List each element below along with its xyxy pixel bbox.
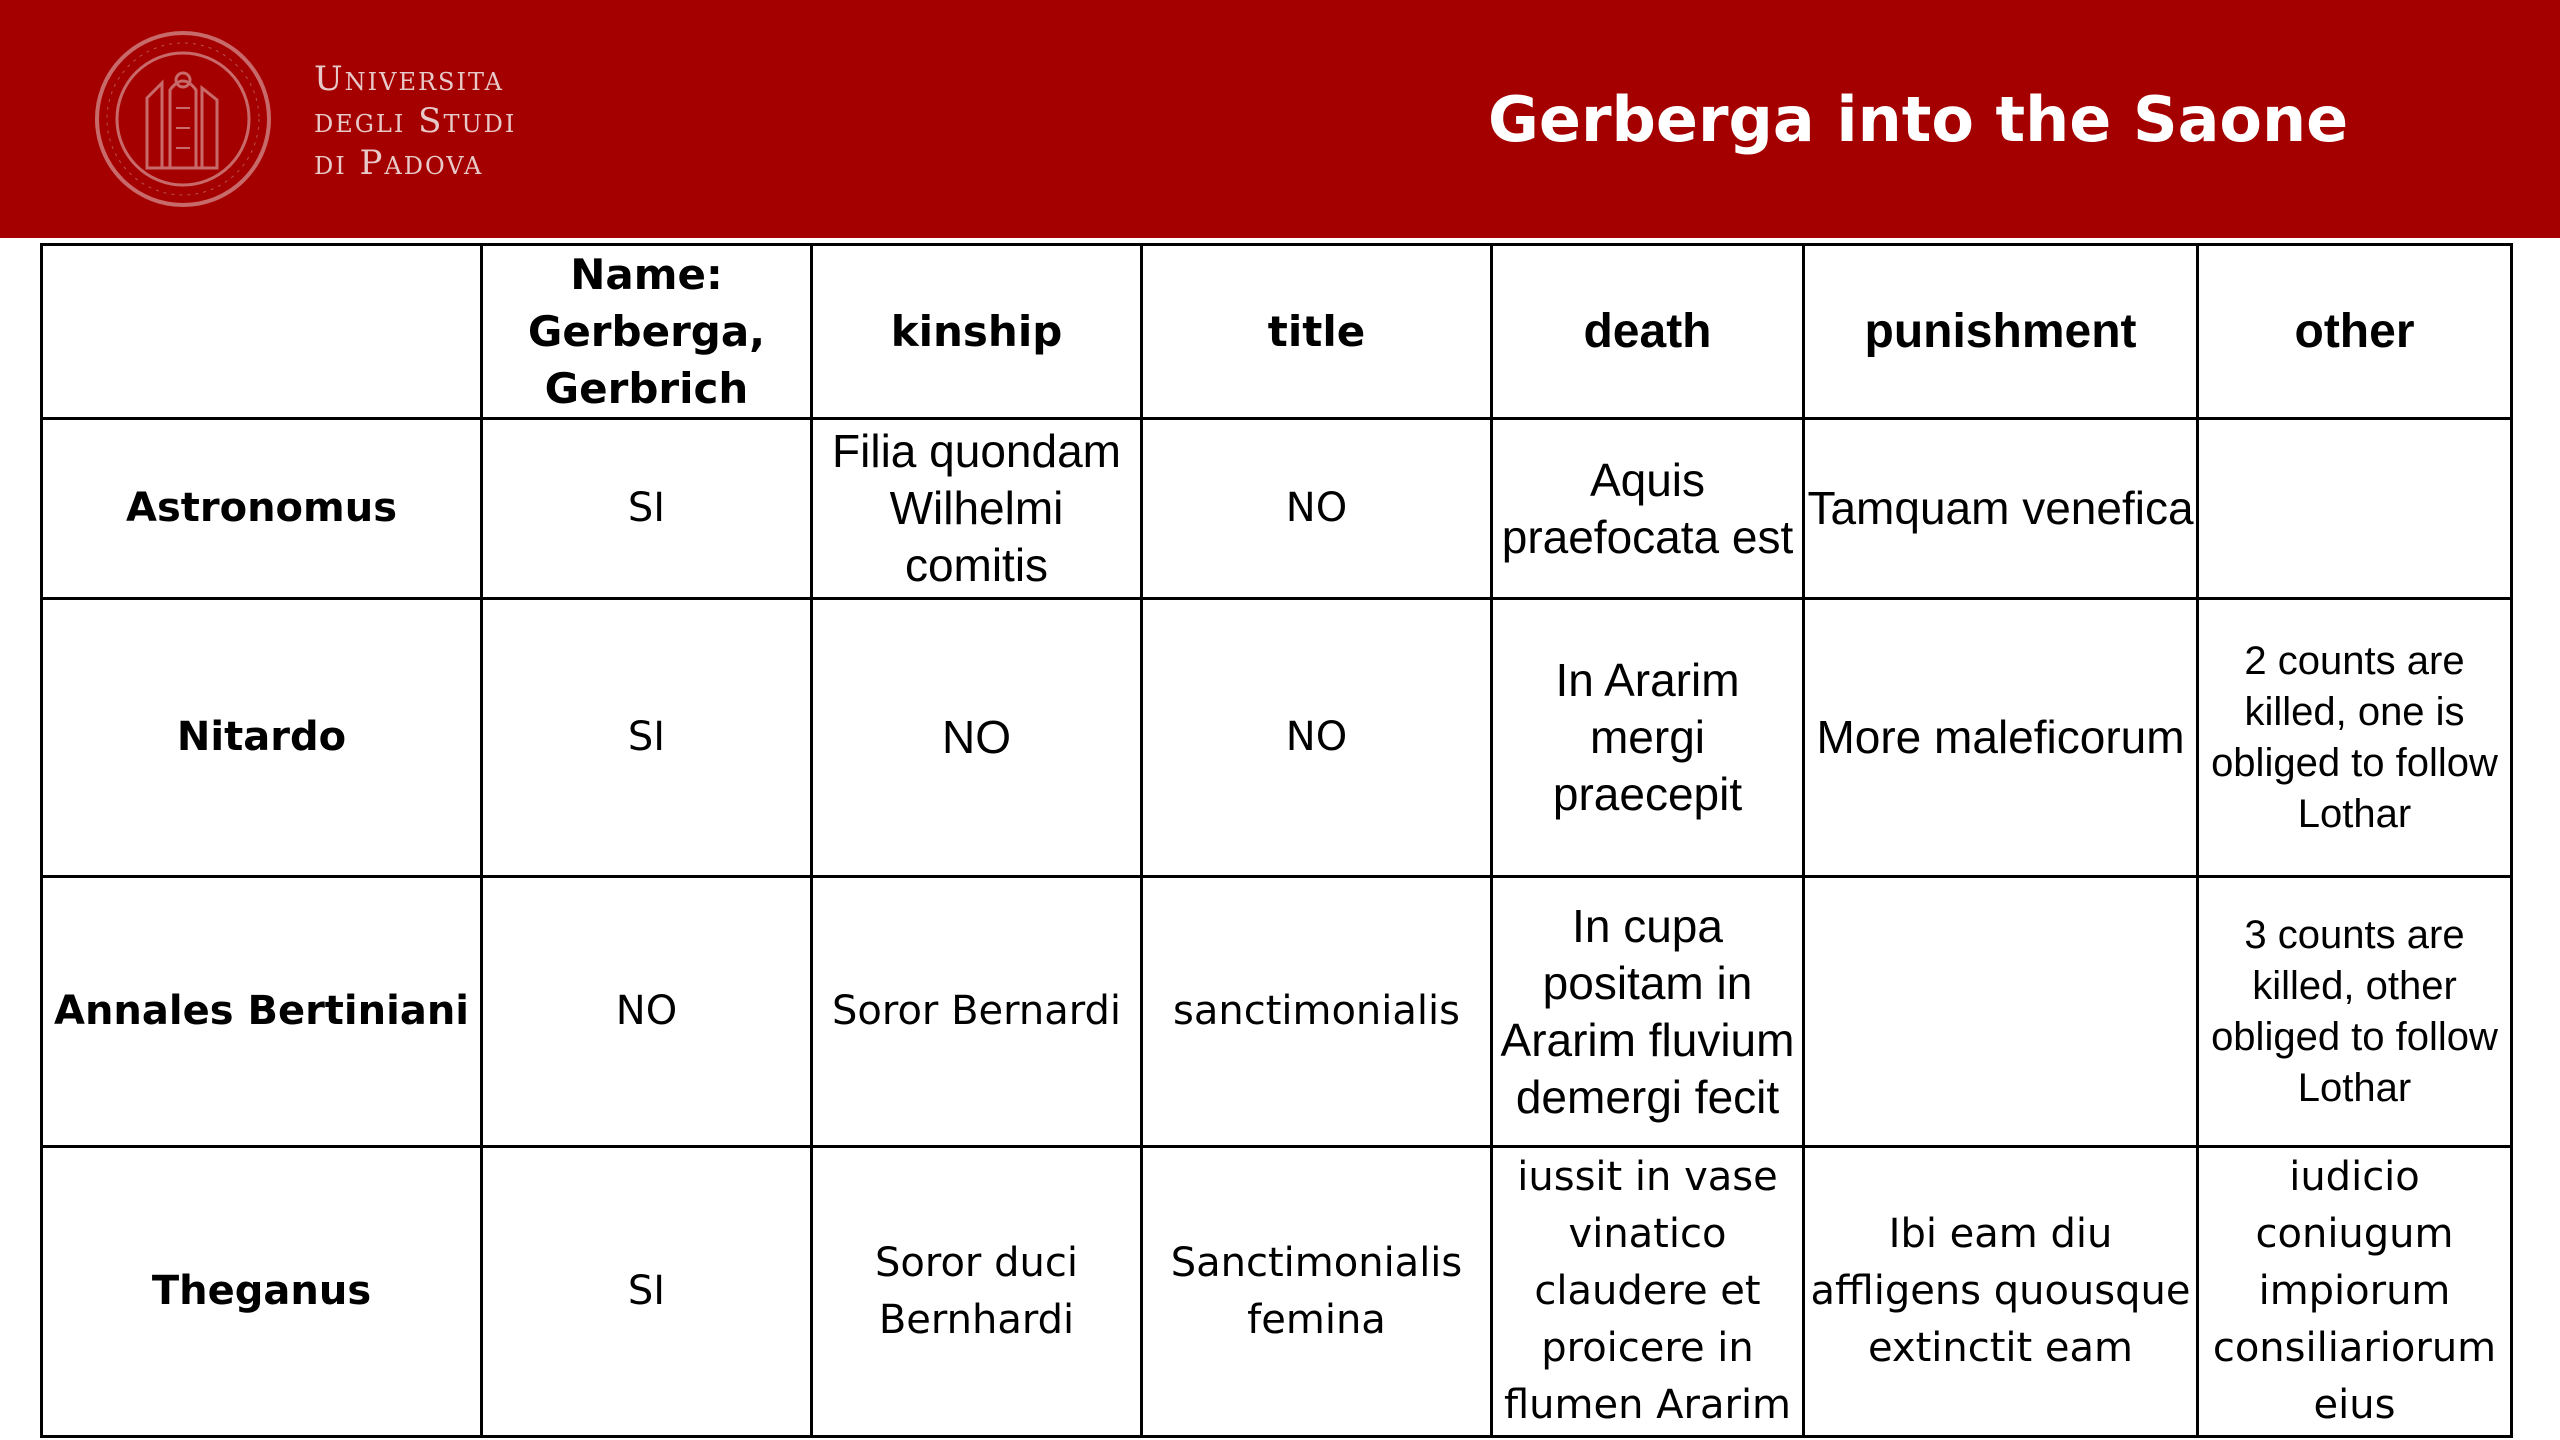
other-cell: iudicio coniugum impiorum consiliariorum eius	[2198, 1147, 2512, 1437]
header-cell-death: death	[1492, 245, 1804, 419]
university-name-line: Universita	[314, 59, 505, 99]
death-cell: iussit in vase vinatico claudere et proicere in flumen Ararim	[1492, 1147, 1804, 1437]
source-cell: Nitardo	[42, 599, 482, 877]
slide-title: Gerberga into the Saone	[1488, 83, 2349, 156]
other-cell	[2198, 419, 2512, 599]
source-cell: Annales Bertiniani	[42, 877, 482, 1147]
kinship-cell: Filia quondam Wilhelmi comitis	[812, 419, 1142, 599]
header-cell-title: title	[1142, 245, 1492, 419]
title-cell: sanctimonialis	[1142, 877, 1492, 1147]
comparison-table	[40, 243, 2513, 1438]
header-cell-other: other	[2198, 245, 2512, 419]
death-cell: In Ararim mergi praecepit	[1492, 599, 1804, 877]
kinship-cell: Soror Bernardi	[812, 877, 1142, 1147]
university-seal-icon	[92, 28, 274, 210]
kinship-cell: NO	[812, 599, 1142, 877]
table-row	[42, 419, 2512, 599]
header-cell-name: Name: Gerberga, Gerbrich	[482, 245, 812, 419]
punishment-cell	[1804, 877, 2198, 1147]
title-cell: Sanctimonialis femina	[1142, 1147, 1492, 1437]
header-cell-punishment: punishment	[1804, 245, 2198, 419]
table-row	[42, 1147, 2512, 1437]
table-row	[42, 599, 2512, 877]
punishment-cell: Ibi eam diu affligens quousque extinctit eam	[1804, 1147, 2198, 1437]
header-cell-kinship: kinship	[812, 245, 1142, 419]
name-cell: SI	[482, 1147, 812, 1437]
punishment-cell: Tamquam venefica	[1804, 419, 2198, 599]
other-cell: 2 counts are killed, one is obliged to follow Lothar	[2198, 599, 2512, 877]
death-cell: Aquis praefocata est	[1492, 419, 1804, 599]
table-row	[42, 877, 2512, 1147]
source-cell: Astronomus	[42, 419, 482, 599]
table-header-row	[42, 245, 2512, 419]
university-name-line: di Padova	[314, 143, 484, 183]
name-cell: SI	[482, 599, 812, 877]
death-cell: In cupa positam in Ararim fluvium demergi fecit	[1492, 877, 1804, 1147]
title-cell: NO	[1142, 599, 1492, 877]
university-name-line: degli Studi	[314, 101, 517, 141]
punishment-cell: More maleficorum	[1804, 599, 2198, 877]
kinship-cell: Soror duci Bernhardi	[812, 1147, 1142, 1437]
name-cell: SI	[482, 419, 812, 599]
other-cell: 3 counts are killed, other obliged to follow Lothar	[2198, 877, 2512, 1147]
source-cell: Theganus	[42, 1147, 482, 1437]
title-cell: NO	[1142, 419, 1492, 599]
header-bar	[0, 0, 2560, 238]
name-cell: NO	[482, 877, 812, 1147]
university-name	[314, 58, 516, 184]
header-cell-corner	[42, 245, 482, 419]
